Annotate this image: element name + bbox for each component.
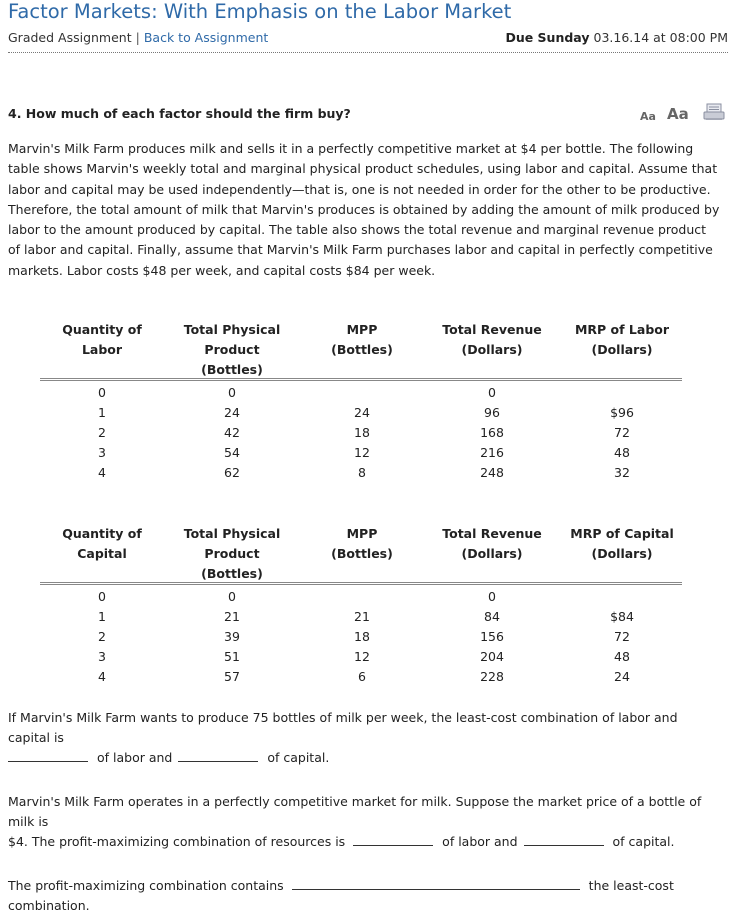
question-3: [8, 876, 720, 916]
table-cell: 1: [98, 609, 106, 624]
table-cell: 228: [480, 669, 504, 684]
table-cell: 2: [98, 425, 106, 440]
column-header-line: MRP of Capital: [570, 526, 674, 541]
table-header-rule: [40, 582, 682, 585]
column-header: [47, 524, 157, 564]
table-cell: 248: [480, 465, 504, 480]
question-2-text-b: $4. The profit-maximizing combination of resources is: [8, 834, 346, 849]
table-cell: 3: [98, 649, 106, 664]
table-cell: 72: [614, 425, 630, 440]
question-2-labor-label: of labor and: [442, 834, 518, 849]
table-cell: 0: [98, 589, 106, 604]
column-header: [167, 524, 297, 584]
table-cell: 1: [98, 405, 106, 420]
table-cell: 0: [98, 385, 106, 400]
table-cell: 84: [484, 609, 500, 624]
table-cell: 39: [224, 629, 240, 644]
table-cell: 216: [480, 445, 504, 460]
table-cell: 32: [614, 465, 630, 480]
question-heading: 4. How much of each factor should the firm buy?: [8, 106, 351, 121]
assignment-info-bar: [8, 30, 728, 46]
table-cell: 18: [354, 629, 370, 644]
table-cell: 6: [358, 669, 366, 684]
table-header-rule: [40, 378, 682, 381]
page-title: Factor Markets: With Emphasis on the Labor Market: [8, 0, 512, 23]
table-cell: $84: [610, 609, 634, 624]
table-cell: 168: [480, 425, 504, 440]
table-cell: 4: [98, 669, 106, 684]
question-1-capital-label: of capital.: [267, 750, 330, 765]
table-cell: 24: [614, 669, 630, 684]
column-header: [167, 320, 297, 380]
due-label: Due Sunday: [505, 30, 590, 45]
column-header-line: (Dollars): [461, 342, 523, 357]
question-intro: Marvin's Milk Farm produces milk and sells it in a perfectly competitive market at $4 per bottle. The following table shows Marvin's weekly total and marginal physical product schedules, using labor and capital. Assume that labor and capital may be used independently—that is, one is not needed in order for the other to be productive. Therefore, the total amount of milk that Marvin's produces is obtained by adding the amount of milk produced by labor to the amount produced by capital. The table also shows the total revenue and marginal revenue product of labor and capital. Finally, assume that Marvin's Milk Farm purchases labor and capital in perfectly competitive markets. Labor costs $48 per week, and capital costs $84 per week.: [8, 141, 720, 278]
column-header-line: (Bottles): [331, 546, 393, 561]
question-2-capital-label: of capital.: [612, 834, 675, 849]
column-header-line: Labor: [81, 342, 123, 357]
column-header-line: (Bottles): [331, 342, 393, 357]
column-header-line: MPP: [346, 322, 378, 337]
table-cell: 3: [98, 445, 106, 460]
assignment-nav: [8, 30, 268, 45]
back-to-assignment-link[interactable]: Back to Assignment: [143, 30, 269, 45]
column-header: [427, 320, 557, 360]
table-cell: 96: [484, 405, 500, 420]
table-cell: 57: [224, 669, 240, 684]
comparison-dropdown[interactable]: [292, 876, 580, 890]
question-3-text-c: combination.: [8, 898, 90, 913]
column-header-line: Total Physical: [183, 322, 281, 337]
table-cell: 156: [480, 629, 504, 644]
column-header-line: (Bottles): [201, 362, 263, 377]
question-1-labor-label: of labor and: [96, 750, 173, 765]
graded-assignment-label: Graded Assignment: [8, 30, 132, 45]
table-cell: 0: [228, 589, 236, 604]
table-cell: 12: [354, 445, 370, 460]
due-date: [505, 30, 728, 45]
print-icon[interactable]: [703, 103, 725, 121]
least-cost-capital-dropdown[interactable]: [178, 748, 258, 762]
column-header: [312, 524, 412, 564]
question-3-text: The profit-maximizing combination contains: [8, 878, 284, 893]
table-cell: 21: [224, 609, 240, 624]
separator: |: [135, 30, 140, 45]
column-header-line: Total Revenue: [442, 322, 542, 337]
column-header-line: (Dollars): [461, 546, 523, 561]
column-header-line: (Bottles): [201, 566, 263, 581]
profit-max-labor-dropdown[interactable]: [353, 832, 433, 846]
column-header: [557, 524, 687, 564]
question-2-text: Marvin's Milk Farm operates in a perfectly competitive market for milk. Suppose the market price of a bottle of milk is: [8, 794, 702, 829]
header-divider: [8, 52, 728, 53]
column-header-line: Capital: [77, 546, 127, 561]
question-2: [8, 792, 728, 852]
table-cell: 0: [228, 385, 236, 400]
column-header-line: Quantity of: [62, 526, 142, 541]
table-cell: 18: [354, 425, 370, 440]
table-cell: 0: [488, 385, 496, 400]
column-header-line: Total Revenue: [442, 526, 542, 541]
table-cell: 0: [488, 589, 496, 604]
column-header-line: (Dollars): [591, 546, 653, 561]
column-header: [557, 320, 687, 360]
table-cell: 21: [354, 609, 370, 624]
column-header: [427, 524, 557, 564]
increase-font-button[interactable]: Aa: [667, 105, 689, 123]
column-header-line: MPP: [346, 526, 378, 541]
table-cell: 8: [358, 465, 366, 480]
table-cell: $96: [610, 405, 634, 420]
question-3-text-b: the least-cost: [588, 878, 674, 893]
table-cell: 204: [480, 649, 504, 664]
table-cell: 62: [224, 465, 240, 480]
table-cell: 51: [224, 649, 240, 664]
table-cell: 48: [614, 649, 630, 664]
table-cell: 54: [224, 445, 240, 460]
column-header-line: (Dollars): [591, 342, 653, 357]
column-header-line: MRP of Labor: [574, 322, 670, 337]
column-header: [312, 320, 412, 360]
column-header-line: Product: [204, 546, 260, 561]
due-date-value: 03.16.14 at 08:00 PM: [593, 30, 728, 45]
table-cell: 42: [224, 425, 240, 440]
table-cell: 72: [614, 629, 630, 644]
profit-max-capital-dropdown[interactable]: [524, 832, 604, 846]
table-cell: 24: [224, 405, 240, 420]
question-1-text: If Marvin's Milk Farm wants to produce 75 bottles of milk per week, the least-cost combination of labor and capital is: [8, 710, 678, 745]
column-header-line: Quantity of: [62, 322, 142, 337]
question-1: [8, 708, 720, 768]
table-cell: 24: [354, 405, 370, 420]
table-cell: 2: [98, 629, 106, 644]
column-header: [47, 320, 157, 360]
column-header-line: Product: [204, 342, 260, 357]
table-cell: 4: [98, 465, 106, 480]
table-cell: 12: [354, 649, 370, 664]
decrease-font-button[interactable]: Aa: [640, 110, 656, 123]
least-cost-labor-dropdown[interactable]: [8, 748, 88, 762]
table-cell: 48: [614, 445, 630, 460]
column-header-line: Total Physical: [183, 526, 281, 541]
